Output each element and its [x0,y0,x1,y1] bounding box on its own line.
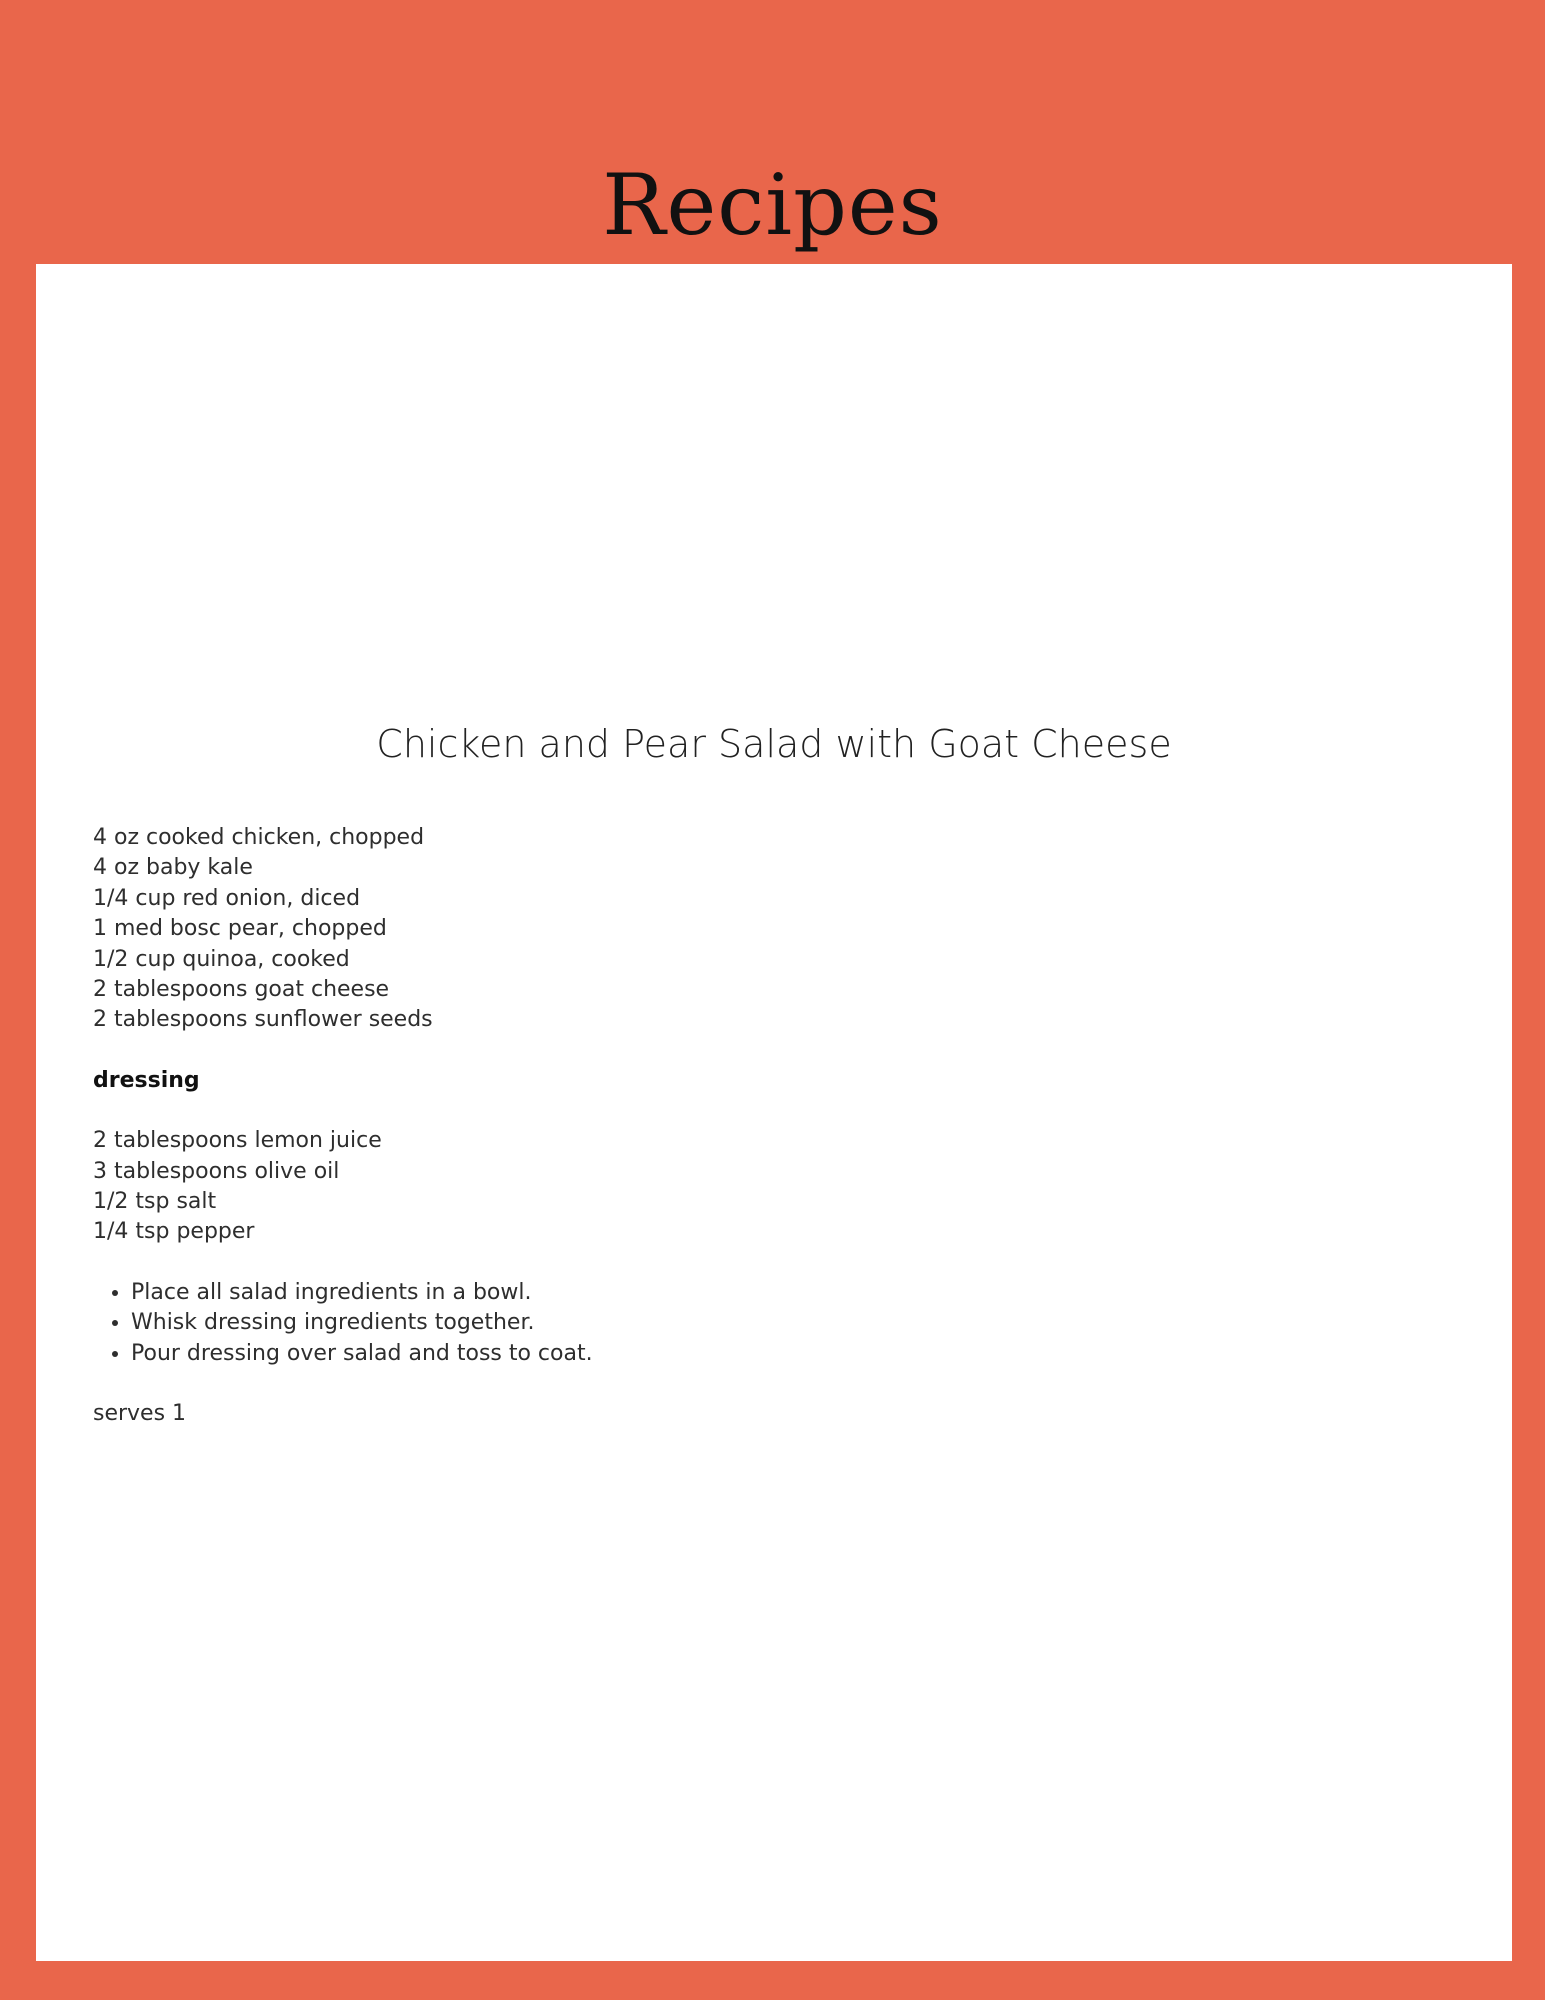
recipe-card [36,264,1512,1961]
instruction-step: • Pour dressing over salad and toss to coat. [131,1339,1393,1369]
page-header [0,0,1545,264]
ingredient-item: 1/2 cup quinoa, cooked [93,946,350,972]
ingredient-item: 1/4 cup red onion, diced [93,885,361,911]
recipe-title: Chicken and Pear Salad with Goat Cheese [376,722,1172,766]
instruction-step: • Whisk dressing ingredients together. [131,1308,1393,1338]
ingredient-item: 4 oz baby kale [93,855,253,881]
dressing-heading: dressing [93,1067,200,1093]
ingredient-item: 2 tablespoons sunflower seeds [93,1007,433,1033]
dressing-item: 2 tablespoons lemon juice [93,1128,382,1154]
page-title: Recipes [602,156,943,254]
dressing-item: 1/4 tsp pepper [93,1219,255,1245]
dressing-item: 3 tablespoons olive oil [93,1158,340,1184]
dressing-list [93,1126,1393,1248]
recipe-content [93,823,1393,1430]
servings-text: serves 1 [93,1401,187,1427]
ingredient-item: 1 med bosc pear, chopped [93,916,387,942]
ingredient-item: 4 oz cooked chicken, chopped [93,825,425,850]
instruction-list [93,1278,1393,1369]
dressing-item: 1/2 tsp salt [93,1189,217,1215]
ingredient-list [93,823,1393,1036]
ingredient-item: 2 tablespoons goat cheese [93,977,390,1003]
instruction-step: • Place all salad ingredients in a bowl. [131,1278,1393,1308]
